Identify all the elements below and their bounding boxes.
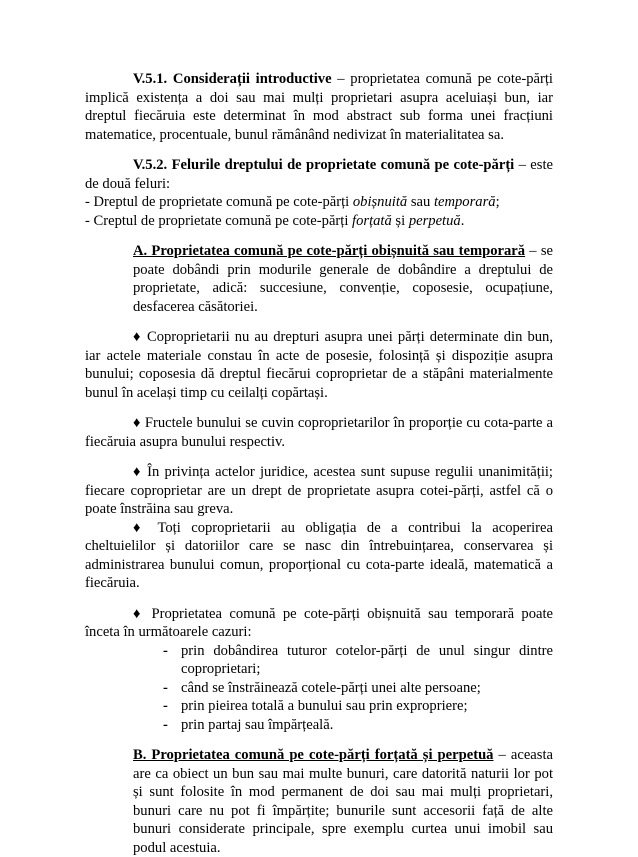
end-cases-list — [163, 642, 553, 735]
list-item-text: prin pieirea totală a bunului sau prin expropriere; — [181, 698, 468, 714]
bullet-paragraph-3: ♦ În privința actelor juridice, acestea sunt supuse regulii unanimității; fiecare coproprietar are un drept de proprietate asupra cotei-părți, astfel că o poate înstrăina sau greva. — [85, 464, 553, 517]
section-b-text: – aceasta are ca obiect un bun sau mai multe bunuri, care datorită naturii lor pot și sunt folosite în mod permanent de doi sau mai mulți proprietari, bunuri care nu pot fi împărțite; bunurile sunt accesorii față de alte bunuri considerate principale, spre exemplu curtea unui imobil sau podul acestuia. — [133, 747, 553, 856]
dash-marker: - — [163, 679, 168, 696]
type-line-2-italic-2: perpetuă — [408, 212, 461, 229]
dash-marker: - — [163, 642, 168, 659]
type-line-1-italic-1: obișnuită — [352, 194, 408, 210]
section-a — [133, 242, 553, 316]
section-a-text: – se poate dobândi prin modurile generale de dobândire a dreptului de proprietate, adică: succesiune, convenție, coposesie, ocupațiune, desfacerea căsătoriei. — [133, 243, 553, 315]
document-body — [85, 70, 553, 857]
dash-marker: - — [163, 716, 168, 733]
section-a-title: A. Proprietatea comună pe cote-părți obișnuită sau temporară — [133, 243, 526, 259]
type-line-1-end: ; — [495, 194, 500, 210]
bullet-paragraph-2: ♦ Fructele bunului se cuvin coproprietarilor în proporție cu cota-parte a fiecăruia asupra bunului respectiv. — [85, 415, 553, 450]
bullet-paragraph-5: ♦ Proprietatea comună pe cote-părți obișnuită sau temporară poate înceta în următoarele cazuri: — [85, 605, 553, 640]
list-item — [163, 697, 553, 716]
section-b — [133, 746, 553, 857]
list-item — [163, 679, 553, 698]
type-line-1 — [85, 193, 553, 212]
type-line-2-end: . — [460, 212, 465, 229]
section-5-2 — [85, 156, 553, 193]
list-item-text: prin partaj sau împărțeală. — [181, 716, 334, 733]
list-item-text: prin dobândirea tuturor cotelor-părți de unul singur dintre coproprietari; — [181, 642, 553, 677]
section-b-title: B. Proprietatea comună pe cote-părți forțată și perpetuă — [133, 747, 494, 763]
list-item-text: când se înstrăinează cotele-părți unei alte persoane; — [181, 679, 481, 696]
list-item — [163, 716, 553, 735]
type-line-1-italic-2: temporară — [433, 194, 496, 210]
section-5-1 — [85, 70, 553, 144]
type-line-1-conj: sau — [407, 194, 434, 210]
type-line-1-text: - Dreptul de proprietate comună pe cote-părți — [85, 194, 353, 210]
type-line-2-italic-1: forțată — [352, 212, 392, 229]
section-5-1-heading: V.5.1. Considerații introductive — [133, 71, 332, 87]
type-line-2 — [85, 212, 553, 231]
section-5-2-heading: V.5.2. Felurile dreptului de proprietate comună pe cote-părți — [133, 157, 515, 173]
list-item — [163, 642, 553, 679]
section-5-1-text: – proprietatea comună pe cote-părți implică existența a doi sau mai mulți proprietari asupra aceluiași bun, iar dreptul fiecăruia este determinat în mod abstract sub forma unei fracțiuni matematice, procentuale, bunul rămânând nedivizat în materialitatea sa. — [85, 71, 553, 143]
type-line-2-conj: și — [391, 212, 409, 229]
type-line-2-text: - Creptul de proprietate comună pe cote-părți — [85, 212, 353, 229]
bullet-paragraph-1: ♦ Coproprietarii nu au drepturi asupra unei părți determinate din bun, iar actele materiale constau în acte de posesie, folosință și dispoziție asupra bunului; coposesia dă dreptul fiecărui coproprietar de a stăpâni materialmente bunul în același timp cu ceilalți copărtași. — [85, 329, 553, 401]
dash-marker: - — [163, 698, 168, 714]
bullet-paragraph-4: ♦ Toți coproprietarii au obligația de a contribui la acoperirea cheltuielilor și datoriilor care se nasc din întrebuințarea, conservarea și administrarea bunului comun, proporțional cu cota-parte ideală, matematică a fiecăruia. — [85, 519, 553, 591]
section-5-2-text: – este de două feluri: — [85, 157, 553, 192]
